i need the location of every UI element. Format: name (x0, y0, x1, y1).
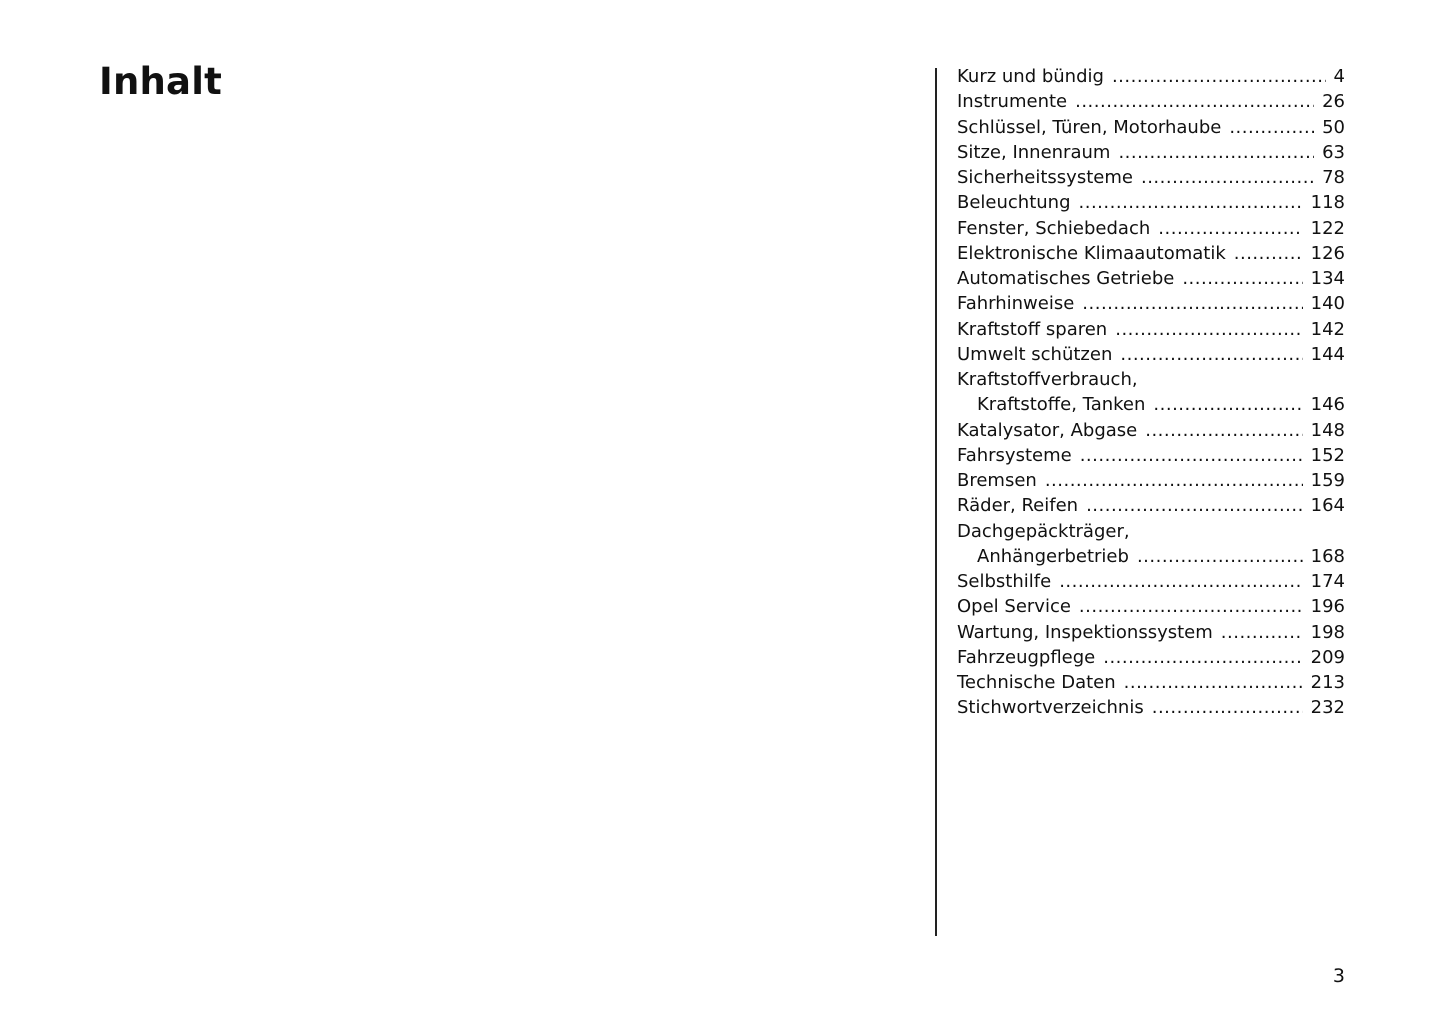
dot-leader (1075, 89, 1314, 114)
toc-entry[interactable] (957, 670, 1345, 695)
dot-leader (1229, 115, 1314, 140)
toc-entry-label: Kurz und bündig (957, 66, 1104, 87)
toc-entry-label: Sicherheitssysteme (957, 167, 1133, 188)
toc-entry-page: 209 (1310, 646, 1345, 668)
toc-entry-label: Bremsen (957, 470, 1037, 491)
toc-entry-label: Opel Service (957, 596, 1071, 618)
toc-entry-page: 174 (1310, 571, 1345, 592)
toc-entry-page: 78 (1322, 167, 1345, 188)
toc-entry-label: Fenster, Schiebedach (957, 217, 1151, 239)
toc-entry-label: Selbsthilfe (957, 571, 1052, 592)
toc-entry-label: Schlüssel, Türen, Motorhaube (957, 116, 1222, 138)
toc-entry-page: 198 (1310, 621, 1345, 643)
toc-entry[interactable] (957, 645, 1345, 670)
toc-entry-label: Wartung, Inspektionssystem (957, 621, 1213, 643)
toc-entry-page: 152 (1310, 444, 1345, 466)
toc-entry-label: Anhängerbetrieb (977, 545, 1129, 567)
toc-entry-page: 232 (1310, 697, 1345, 719)
toc-entry-label: Fahrhinweise (957, 293, 1075, 315)
toc-entry-label: Sitze, Innenraum (957, 141, 1111, 163)
dot-leader (1234, 241, 1303, 266)
table-of-contents (957, 64, 1345, 721)
toc-entry[interactable] (957, 216, 1345, 241)
dot-leader (1153, 392, 1302, 417)
dot-leader (1112, 64, 1326, 89)
toc-entry-page: 50 (1322, 116, 1345, 138)
toc-entry-label: Automatisches Getriebe (957, 268, 1175, 289)
toc-entry-label: Katalysator, Abgase (957, 419, 1138, 441)
toc-entry-page: 159 (1310, 470, 1345, 491)
toc-entry-label: Fahrzeugpflege (957, 646, 1096, 668)
toc-entry-page: 142 (1310, 318, 1345, 340)
toc-entry-label: Räder, Reifen (957, 495, 1079, 517)
toc-entry[interactable] (957, 165, 1345, 190)
page-number: 3 (1332, 965, 1345, 987)
dot-leader (1079, 190, 1303, 215)
toc-entry-page: 4 (1333, 66, 1345, 87)
toc-entry-label: Technische Daten (957, 672, 1116, 693)
toc-entry[interactable] (957, 190, 1345, 215)
toc-entry[interactable] (957, 544, 1345, 569)
dot-leader (1045, 468, 1303, 493)
dot-leader (1145, 418, 1302, 443)
toc-entry[interactable] (957, 418, 1345, 443)
toc-entry[interactable] (957, 519, 1345, 544)
dot-leader (1120, 342, 1302, 367)
dot-leader (1082, 291, 1302, 316)
toc-entry[interactable] (957, 291, 1345, 316)
toc-entry-label: Fahrsysteme (957, 444, 1072, 466)
dot-leader (1221, 620, 1303, 645)
toc-entry-page: 26 (1322, 91, 1345, 113)
toc-entry[interactable] (957, 594, 1345, 619)
toc-entry-label: Umwelt schützen (957, 343, 1113, 365)
toc-entry[interactable] (957, 64, 1345, 89)
toc-entry[interactable] (957, 241, 1345, 266)
toc-entry-page: 122 (1310, 217, 1345, 239)
dot-leader (1158, 216, 1302, 241)
toc-entry-page: 63 (1322, 141, 1345, 163)
toc-entry-page: 164 (1310, 495, 1345, 517)
toc-entry[interactable] (957, 493, 1345, 518)
dot-leader (1079, 594, 1303, 619)
toc-entry-label: Stichwortverzeichnis (957, 697, 1144, 719)
dot-leader (1059, 569, 1302, 594)
dot-leader (1086, 493, 1303, 518)
toc-entry-page: 213 (1310, 672, 1345, 693)
toc-entry-label: Instrumente (957, 91, 1068, 113)
toc-entry-label: Kraftstoffe, Tanken (977, 394, 1146, 416)
page-title: Inhalt (99, 60, 222, 103)
toc-entry-page: 126 (1310, 242, 1345, 264)
toc-entry[interactable] (957, 695, 1345, 720)
dot-leader (1115, 317, 1302, 342)
dot-leader (1124, 670, 1303, 695)
toc-entry-page: 140 (1310, 293, 1345, 315)
toc-entry-page: 168 (1310, 545, 1345, 567)
toc-entry-page: 134 (1310, 268, 1345, 289)
dot-leader (1137, 544, 1303, 569)
toc-entry[interactable] (957, 342, 1345, 367)
toc-entry-label: Dachgepäckträger, (957, 520, 1130, 542)
toc-entry[interactable] (957, 468, 1345, 493)
dot-leader (1152, 695, 1303, 720)
dot-leader (1103, 645, 1302, 670)
toc-entry-page: 146 (1310, 394, 1345, 416)
dot-leader (1080, 443, 1303, 468)
toc-entry[interactable] (957, 443, 1345, 468)
column-divider (935, 68, 937, 936)
toc-entry-page: 144 (1310, 343, 1345, 365)
toc-entry[interactable] (957, 115, 1345, 140)
toc-entry-label: Kraftstoffverbrauch, (957, 369, 1138, 390)
toc-entry-page: 196 (1310, 596, 1345, 618)
dot-leader (1182, 266, 1302, 291)
toc-entry-page: 148 (1310, 419, 1345, 441)
toc-entry-label: Kraftstoff sparen (957, 318, 1108, 340)
toc-entry[interactable] (957, 317, 1345, 342)
toc-entry[interactable] (957, 620, 1345, 645)
toc-entry-label: Elektronische Klimaautomatik (957, 242, 1226, 264)
toc-entry[interactable] (957, 392, 1345, 417)
toc-entry[interactable] (957, 367, 1345, 392)
dot-leader (1118, 140, 1314, 165)
toc-entry[interactable] (957, 89, 1345, 114)
toc-entry[interactable] (957, 140, 1345, 165)
toc-entry[interactable] (957, 266, 1345, 291)
toc-entry-label: Beleuchtung (957, 192, 1071, 214)
dot-leader (1141, 165, 1314, 190)
toc-entry-page: 118 (1310, 192, 1345, 214)
toc-entry[interactable] (957, 569, 1345, 594)
